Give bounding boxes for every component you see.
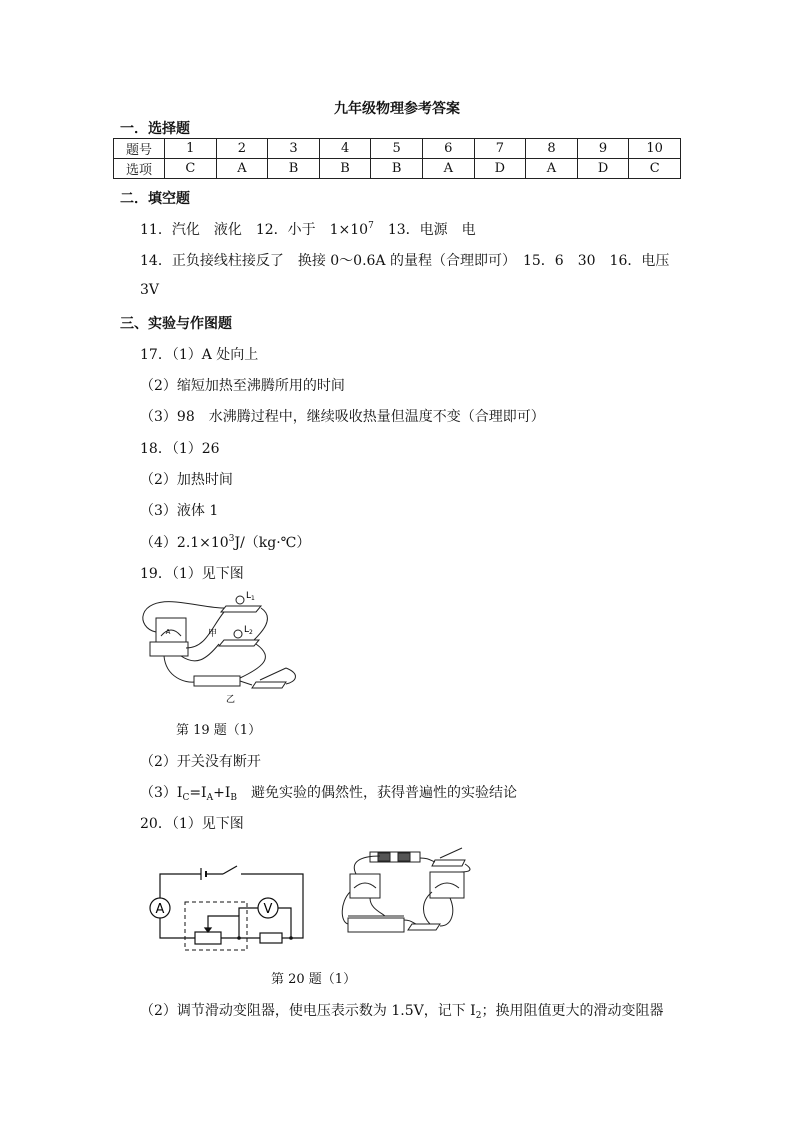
answer-18-1: 18．（1）26 <box>140 441 220 457</box>
table-cell: D <box>474 159 526 179</box>
figure-19-caption: 第 19 题（1） <box>176 723 262 738</box>
ammeter-dial <box>354 883 376 888</box>
junction-dot <box>237 936 241 940</box>
figure-20-schematic <box>145 862 310 954</box>
battery-cell <box>398 853 410 861</box>
wire <box>420 858 435 862</box>
answer-18-4 <box>140 532 310 552</box>
table-cell: 5 <box>371 139 423 159</box>
table-cell: 6 <box>422 139 474 159</box>
wire <box>160 918 195 938</box>
subscript: C <box>182 793 190 803</box>
wire <box>143 602 224 632</box>
label-l1 <box>246 591 255 602</box>
answer-text: ；换用阻值更大的滑动变阻器 <box>481 1003 664 1019</box>
bulb-1 <box>236 596 244 604</box>
wire <box>404 920 416 924</box>
label-l1-letter: L <box>246 591 252 601</box>
wire <box>424 892 433 924</box>
battery-cell <box>378 853 390 861</box>
wire <box>240 644 265 678</box>
lamp-board-2 <box>219 640 259 646</box>
subscript: B <box>230 793 237 803</box>
table-cell: B <box>371 159 423 179</box>
wire <box>239 908 258 916</box>
switch-board <box>252 682 286 688</box>
bulb-2 <box>234 630 242 638</box>
answer-text: （2）调节滑动变阻器，使电压表示数为 1.5V，记下 I <box>140 1003 476 1019</box>
table-cell: 4 <box>319 139 371 159</box>
wire <box>181 644 219 661</box>
lamp-board-1 <box>221 606 261 612</box>
switch-blade <box>260 668 286 680</box>
formula-text: （3）I <box>140 785 183 801</box>
rheostat-coil <box>348 918 404 932</box>
figure-20-physical <box>340 842 475 942</box>
wire <box>354 856 380 874</box>
answer-line-11-13 <box>140 219 476 239</box>
figure-19-circuit <box>136 588 308 710</box>
voltmeter-device <box>430 872 464 898</box>
answer-text: J/（kg·℃） <box>234 535 311 551</box>
label-l2-sub: 2 <box>249 629 253 636</box>
answer-19-1: 19．（1）见下图 <box>140 566 244 582</box>
answer-19-2: （2）开关没有断开 <box>140 754 261 770</box>
wire <box>160 874 201 898</box>
answer-text: 11．汽化 液化 12．小于 1×10 <box>140 222 369 238</box>
resistor <box>260 933 282 943</box>
subscript: 2 <box>475 1011 482 1021</box>
wire <box>186 612 224 648</box>
table-cell: D <box>577 159 629 179</box>
row-header-option: 选项 <box>114 159 165 179</box>
answer-text: 13．电源 电 <box>373 222 476 238</box>
answer-20-2 <box>140 1000 663 1020</box>
table-cell: 9 <box>577 139 629 159</box>
label-yi: 乙 <box>226 695 236 705</box>
subscript: A <box>206 793 214 803</box>
ammeter-dial <box>161 630 181 636</box>
figure-20-caption: 第 20 题（1） <box>271 972 357 987</box>
battery-holder <box>194 676 240 686</box>
answer-line-continued: 3V <box>140 282 160 298</box>
dashed-box <box>185 902 247 950</box>
table-cell: 1 <box>165 139 217 159</box>
junction-dot <box>289 936 293 940</box>
table-cell: A <box>216 159 268 179</box>
page-title: 九年级物理参考答案 <box>334 101 460 117</box>
table-cell: B <box>268 159 320 179</box>
ammeter-base <box>150 642 188 656</box>
answer-17-3: （3）98 水沸腾过程中，继续吸收热量但温度不变（合理即可） <box>140 409 545 425</box>
wire <box>208 916 239 938</box>
answer-17-1: 17．（1）A 处向上 <box>140 347 259 363</box>
section-fill-heading: 二．填空题 <box>120 191 190 207</box>
table-cell: C <box>629 159 681 179</box>
answer-20-1: 20．（1）见下图 <box>140 816 244 832</box>
table-cell: 8 <box>526 139 578 159</box>
answer-table-option-row <box>114 159 681 179</box>
table-cell: 3 <box>268 139 320 159</box>
wire <box>370 898 385 916</box>
voltmeter-dial <box>435 883 459 888</box>
table-cell: 10 <box>629 139 681 159</box>
wire <box>286 668 295 684</box>
label-l2-letter: L <box>244 625 250 635</box>
switch-lever <box>223 866 237 874</box>
ammeter-device <box>350 874 380 898</box>
wire <box>240 681 252 685</box>
answer-table <box>113 138 681 179</box>
wire <box>254 608 267 640</box>
wire <box>460 864 470 872</box>
label-l2 <box>244 625 253 636</box>
label-l1-sub: 1 <box>251 595 255 602</box>
switch-base <box>432 860 465 866</box>
answer-line-14-16: 14．正负接线柱接反了 换接 0～0.6A 的量程（合理即可） 15．6 30 16．电压 <box>140 253 670 269</box>
table-cell: 2 <box>216 139 268 159</box>
formula-text: +I <box>213 785 231 801</box>
row-header-number: 题号 <box>114 139 165 159</box>
label-jia: 甲 <box>208 629 218 639</box>
table-cell: A <box>526 159 578 179</box>
answer-text: 避免实验的偶然性，获得普遍性的实验结论 <box>236 785 517 801</box>
exponent: 3 <box>228 534 235 544</box>
formula-text: =I <box>189 785 207 801</box>
ammeter-label: A <box>165 628 171 636</box>
answer-17-2: （2）缩短加热至沸腾所用的时间 <box>140 378 345 394</box>
answer-text: （4）2.1×10 <box>140 535 229 551</box>
rheostat-body <box>195 932 221 944</box>
answer-18-2: （2）加热时间 <box>140 472 233 488</box>
answer-19-3 <box>140 782 517 802</box>
answer-18-3: （3）液体 1 <box>140 503 219 519</box>
wire <box>342 892 350 924</box>
table-cell: B <box>319 159 371 179</box>
section-experiment-heading: 三、实验与作图题 <box>120 316 232 332</box>
resistor-base <box>408 924 440 930</box>
voltmeter-label: V <box>263 902 273 917</box>
exponent: 7 <box>368 221 374 231</box>
table-cell: A <box>422 159 474 179</box>
switch-handle <box>440 848 462 858</box>
ammeter-label: A <box>155 902 165 917</box>
table-cell: 7 <box>474 139 526 159</box>
section-choice-heading: 一．选择题 <box>120 121 190 137</box>
answer-table-number-row <box>114 139 681 159</box>
table-cell: C <box>165 159 217 179</box>
wire <box>440 898 453 926</box>
